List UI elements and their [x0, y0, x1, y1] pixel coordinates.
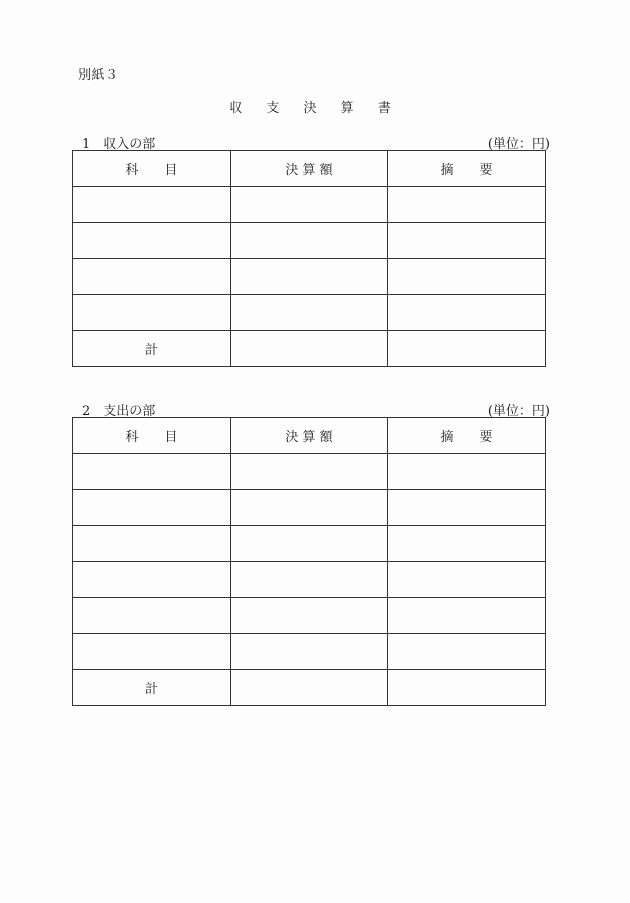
expense-remarks-cell[interactable] — [388, 634, 546, 670]
expense-unit-label: (単位：円) — [487, 404, 550, 419]
income-total-label: 計 — [73, 331, 231, 367]
expense-total-remarks-cell[interactable] — [388, 670, 546, 706]
income-item-cell[interactable] — [73, 259, 231, 295]
expense-total-amount-cell[interactable] — [231, 670, 388, 706]
table-row — [73, 259, 546, 295]
income-amount-cell[interactable] — [231, 259, 388, 295]
income-section-title: 1 収入の部 — [82, 137, 156, 152]
income-item-cell[interactable] — [73, 295, 231, 331]
expense-item-cell[interactable] — [73, 634, 231, 670]
expense-amount-cell[interactable] — [231, 598, 388, 634]
income-amount-cell[interactable] — [231, 295, 388, 331]
expense-total-label: 計 — [73, 670, 231, 706]
income-header-item: 科 目 — [73, 151, 231, 187]
expense-item-cell[interactable] — [73, 562, 231, 598]
table-row — [73, 223, 546, 259]
table-row — [73, 187, 546, 223]
income-total-remarks-cell[interactable] — [388, 331, 546, 367]
income-amount-cell[interactable] — [231, 187, 388, 223]
expense-amount-cell[interactable] — [231, 454, 388, 490]
expense-total-row — [73, 670, 546, 706]
expense-section-title: 2 支出の部 — [82, 404, 156, 419]
income-remarks-cell[interactable] — [388, 187, 546, 223]
expense-amount-cell[interactable] — [231, 490, 388, 526]
expense-remarks-cell[interactable] — [388, 490, 546, 526]
income-header-amount: 決 算 額 — [231, 151, 388, 187]
expense-section-header — [72, 400, 550, 419]
income-item-cell[interactable] — [73, 187, 231, 223]
expense-item-cell[interactable] — [73, 454, 231, 490]
expense-header-remarks: 摘 要 — [388, 418, 546, 454]
expense-item-cell[interactable] — [73, 598, 231, 634]
expense-remarks-cell[interactable] — [388, 562, 546, 598]
expense-header-amount: 決 算 額 — [231, 418, 388, 454]
table-row — [73, 526, 546, 562]
income-table — [72, 150, 546, 367]
expense-amount-cell[interactable] — [231, 562, 388, 598]
expense-amount-cell[interactable] — [231, 526, 388, 562]
income-item-cell[interactable] — [73, 223, 231, 259]
table-row — [73, 454, 546, 490]
attachment-label: 別紙３ — [78, 68, 119, 83]
income-total-amount-cell[interactable] — [231, 331, 388, 367]
table-row — [73, 490, 546, 526]
table-row — [73, 562, 546, 598]
income-remarks-cell[interactable] — [388, 295, 546, 331]
expense-remarks-cell[interactable] — [388, 454, 546, 490]
table-row — [73, 295, 546, 331]
income-remarks-cell[interactable] — [388, 223, 546, 259]
table-row — [73, 634, 546, 670]
income-header-remarks: 摘 要 — [388, 151, 546, 187]
income-header-row — [73, 151, 546, 187]
document-title: 収 支 決 算 書 — [229, 101, 401, 116]
expense-amount-cell[interactable] — [231, 634, 388, 670]
income-total-row — [73, 331, 546, 367]
expense-remarks-cell[interactable] — [388, 598, 546, 634]
expense-header-item: 科 目 — [73, 418, 231, 454]
expense-item-cell[interactable] — [73, 490, 231, 526]
income-amount-cell[interactable] — [231, 223, 388, 259]
expense-table — [72, 417, 546, 706]
income-unit-label: (単位：円) — [487, 137, 550, 152]
table-row — [73, 598, 546, 634]
expense-item-cell[interactable] — [73, 526, 231, 562]
income-remarks-cell[interactable] — [388, 259, 546, 295]
expense-header-row — [73, 418, 546, 454]
income-section-header — [72, 133, 550, 152]
expense-remarks-cell[interactable] — [388, 526, 546, 562]
